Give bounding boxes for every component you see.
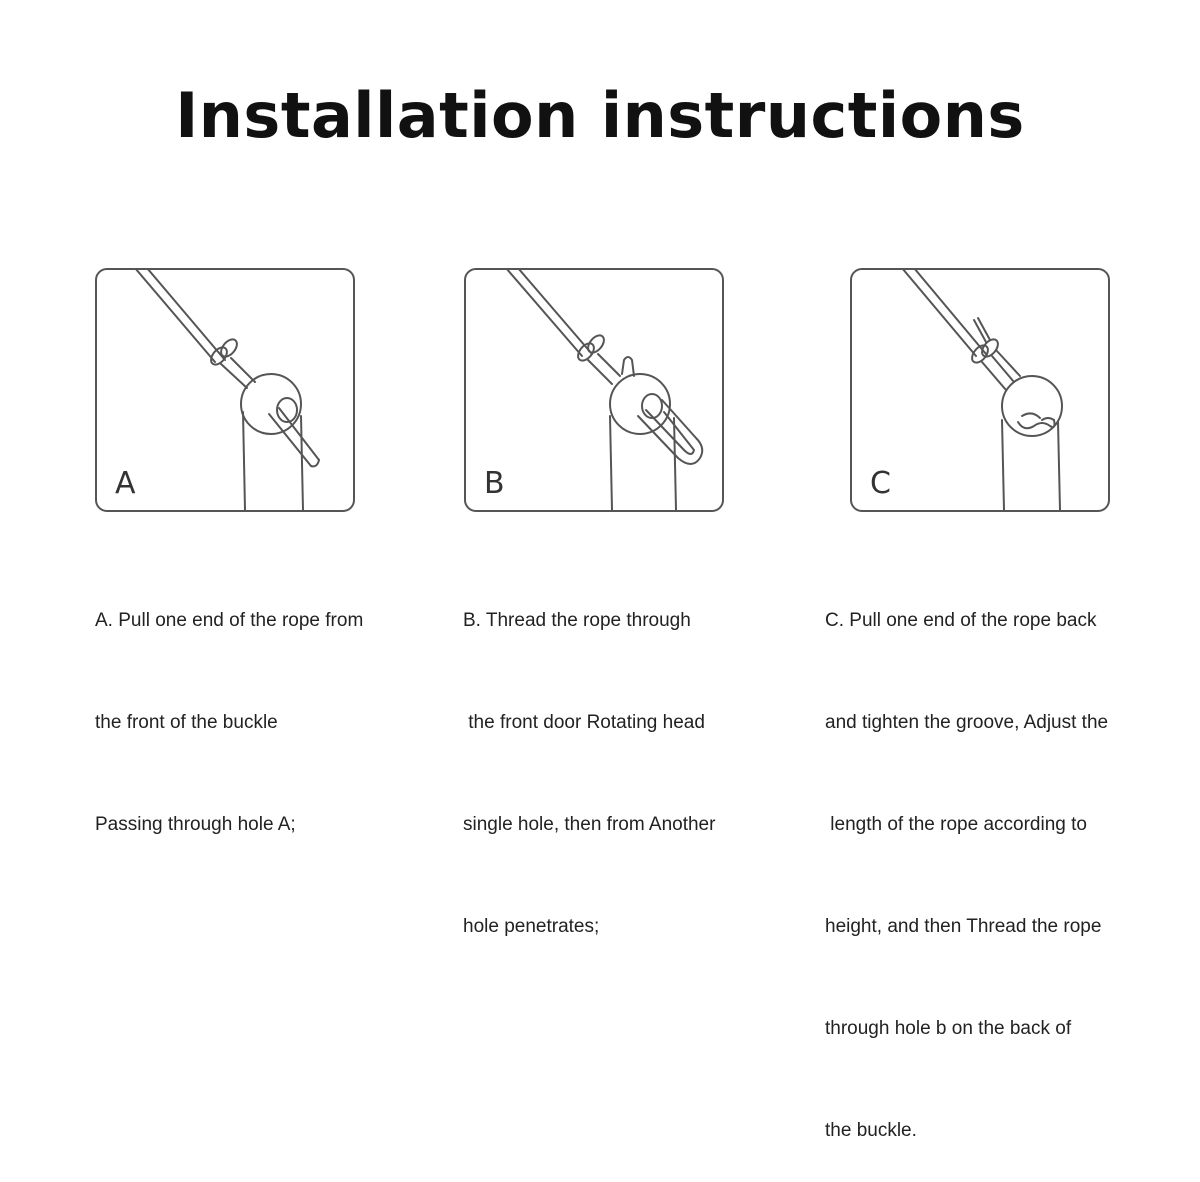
step-letter: C: [870, 466, 891, 501]
step-c-line: and tighten the groove, Adjust the: [825, 712, 1109, 733]
step-c-line: through hole b on the back of: [825, 1018, 1072, 1039]
step-c-line: C. Pull one end of the rope back: [825, 610, 1097, 631]
step-letter: B: [484, 466, 505, 501]
step-b-description: [463, 536, 715, 978]
step-b-line: hole penetrates;: [463, 916, 600, 937]
step-b-line: the front door Rotating head: [463, 712, 705, 733]
step-c-line: length of the rope according to: [825, 814, 1087, 835]
step-b-line: B. Thread the rope through: [463, 610, 691, 631]
step-a-line: the front of the buckle: [95, 712, 278, 733]
step-c-description: [825, 536, 1108, 1182]
step-b-line: single hole, then from Another: [463, 814, 716, 835]
step-c-line: height, and then Thread the rope: [825, 916, 1102, 937]
page-title: Installation instructions: [175, 79, 1025, 152]
step-c-panel: [850, 268, 1110, 512]
step-letter: A: [115, 466, 136, 501]
step-a-description: [95, 536, 363, 876]
step-a-line: Passing through hole A;: [95, 814, 296, 835]
step-a-line: A. Pull one end of the rope from: [95, 610, 364, 631]
step-b-panel: [464, 268, 724, 512]
step-a-panel: [95, 268, 355, 512]
step-c-line: the buckle.: [825, 1120, 917, 1141]
